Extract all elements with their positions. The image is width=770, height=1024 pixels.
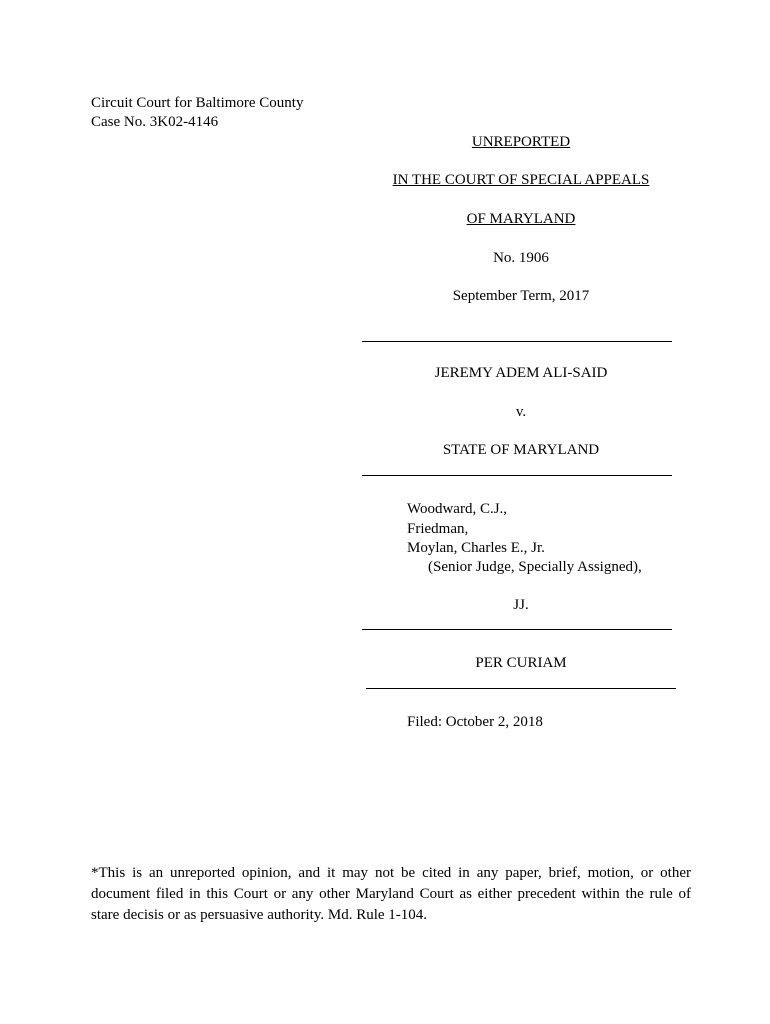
judge-friedman: Friedman,: [407, 521, 469, 537]
divider-3: [362, 629, 672, 630]
circuit-court-line: Circuit Court for Baltimore County: [91, 95, 304, 111]
divider-2: [362, 475, 672, 476]
unreported-heading: UNREPORTED: [471, 134, 571, 150]
appellant-name: JEREMY ADEM ALI-SAID: [434, 365, 608, 381]
appellee-name: STATE OF MARYLAND: [442, 442, 600, 458]
judge-woodward: Woodward, C.J.,: [407, 501, 508, 517]
judge-moylan: Moylan, Charles E., Jr.: [407, 540, 545, 556]
divider-1: [362, 341, 672, 342]
court-name-line1: IN THE COURT OF SPECIAL APPEALS: [392, 172, 650, 188]
unreported-opinion-footnote: *This is an unreported opinion, and it may not be cited in any paper, brief, motion, or other document filed in this Court or any other Maryland Court as either precedent within the rule of stare decisis or as persuasive authority. Md. Rule 1-104.: [91, 865, 691, 923]
divider-4: [366, 688, 676, 689]
justices-suffix: JJ.: [513, 597, 529, 613]
case-number: Case No. 3K02-4146: [91, 114, 219, 130]
filed-date: Filed: October 2, 2018: [407, 714, 543, 730]
per-curiam: PER CURIAM: [475, 655, 567, 671]
term: September Term, 2017: [452, 288, 590, 304]
court-name-line2: OF MARYLAND: [466, 211, 576, 227]
versus: v.: [515, 404, 527, 420]
appeal-number: No. 1906: [493, 250, 549, 266]
judge-moylan-note: (Senior Judge, Specially Assigned),: [428, 559, 642, 575]
